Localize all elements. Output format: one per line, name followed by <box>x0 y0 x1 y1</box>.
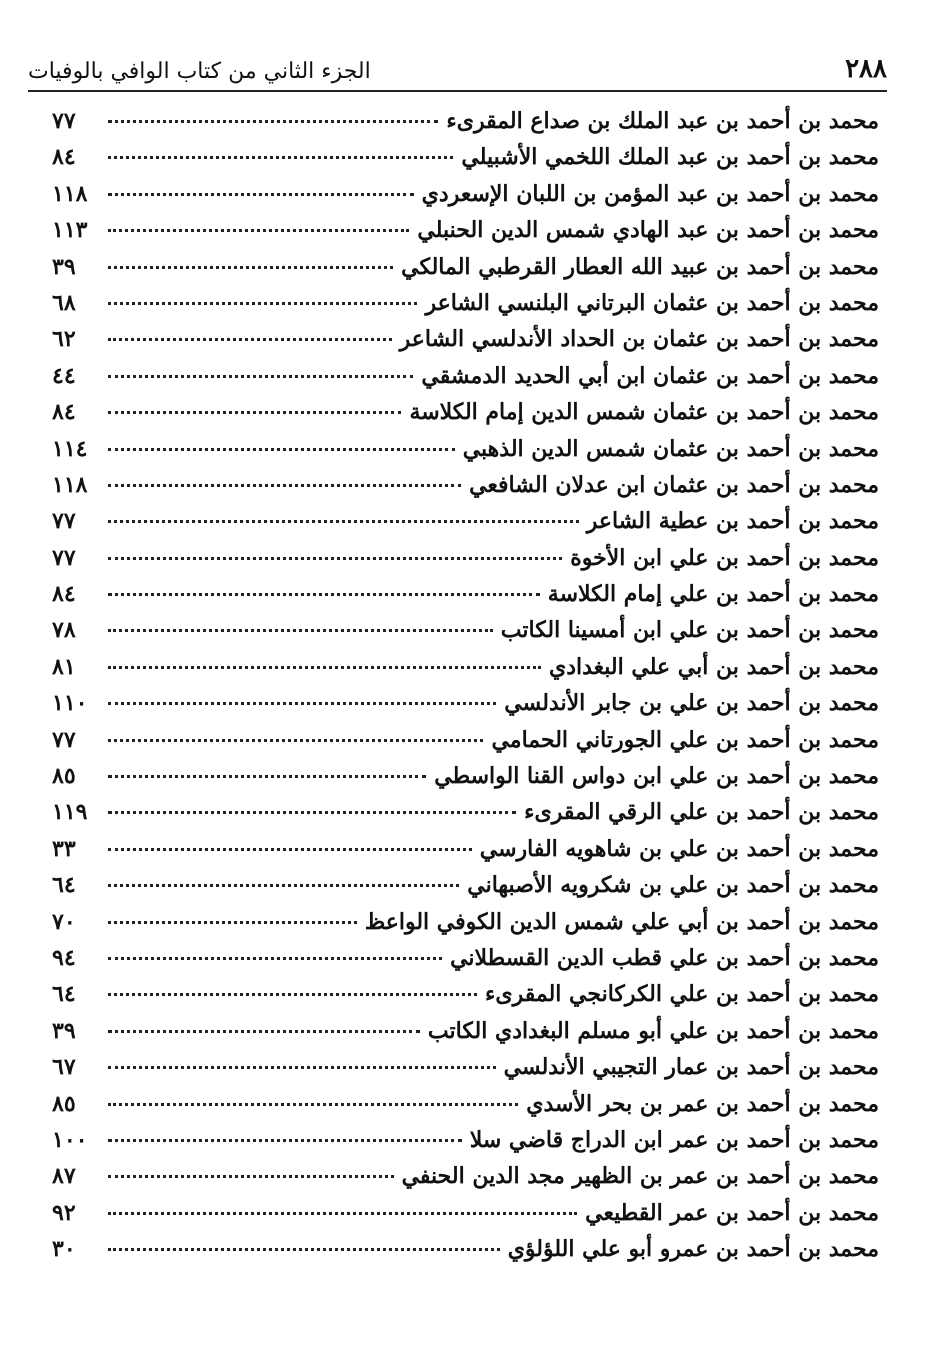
entry-name: محمد بن أحمد بن علي الكركانجي المقرىء <box>485 981 879 1008</box>
entry-name: محمد بن أحمد بن عثمان بن الحداد الأندلسي الشاعر <box>399 326 879 353</box>
entry-page-number: ٧٧ <box>52 544 76 571</box>
entry-name: محمد بن أحمد بن عثمان ابن عدلان الشافعي <box>469 471 879 498</box>
dot-leader <box>108 1066 496 1069</box>
entry-page-number: ٨٤ <box>52 581 76 608</box>
entry-name: محمد بن أحمد بن عثمان ابن أبي الحديد الدمشقي <box>421 362 879 389</box>
index-entry <box>52 472 879 508</box>
entry-page-number: ٩٤ <box>52 944 76 971</box>
index-entry <box>52 363 879 399</box>
dot-leader <box>108 120 438 123</box>
dot-leader <box>108 484 461 487</box>
index-entry <box>52 217 879 253</box>
entry-page-number: ٨٥ <box>52 1090 76 1117</box>
entry-name: محمد بن أحمد بن عمرو أبو علي اللؤلؤي <box>507 1236 879 1263</box>
index-entry <box>52 1163 879 1199</box>
entry-name: محمد بن أحمد بن علي الجورتاني الحمامي <box>491 726 879 753</box>
entry-name: محمد بن أحمد بن علي بن شكرويه الأصبهاني <box>467 872 879 899</box>
index-entry <box>52 1236 879 1272</box>
index-entry <box>52 399 879 435</box>
page-header <box>28 40 887 92</box>
entry-name: محمد بن أحمد بن علي قطب الدين القسطلاني <box>450 944 879 971</box>
entry-page-number: ١١٠ <box>52 690 88 717</box>
index-entry <box>52 1127 879 1163</box>
entry-page-number: ٨١ <box>52 653 76 680</box>
index-entry <box>52 326 879 362</box>
index-entry <box>52 1018 879 1054</box>
dot-leader <box>108 1212 577 1215</box>
entry-page-number: ١١٨ <box>52 180 88 207</box>
entry-name: محمد بن أحمد بن عمر ابن الدراج قاضي سلا <box>469 1126 879 1153</box>
page-number: ٢٨٨ <box>845 54 887 84</box>
index-entry <box>52 436 879 472</box>
entry-page-number: ١٠٠ <box>52 1126 88 1153</box>
index-entry <box>52 108 879 144</box>
entry-page-number: ٨٤ <box>52 399 76 426</box>
index-entry <box>52 144 879 180</box>
entry-name: محمد بن أحمد بن عبد الملك اللخمي الأشبيلي <box>461 144 879 171</box>
index-entry <box>52 763 879 799</box>
dot-leader <box>108 1139 462 1142</box>
index-entry <box>52 836 879 872</box>
entry-name: محمد بن أحمد بن علي بن جابر الأندلسي <box>504 690 879 717</box>
dot-leader <box>108 884 459 887</box>
entry-name: محمد بن أحمد بن علي الرقي المقرىء <box>524 799 879 826</box>
entry-page-number: ١١٩ <box>52 799 88 826</box>
index-entry <box>52 690 879 726</box>
index-entry <box>52 1054 879 1090</box>
index-entry <box>52 508 879 544</box>
entry-name: محمد بن أحمد بن عمار التجيبي الأندلسي <box>503 1054 879 1081</box>
index-entry <box>52 727 879 763</box>
index-entry <box>52 181 879 217</box>
entry-name: محمد بن أحمد بن علي ابن أمسينا الكاتب <box>500 617 879 644</box>
dot-leader <box>108 921 357 924</box>
dot-leader <box>108 375 413 378</box>
entry-page-number: ٤٤ <box>52 362 76 389</box>
entry-page-number: ٣٩ <box>52 1017 76 1044</box>
entry-page-number: ٧٧ <box>52 726 76 753</box>
dot-leader <box>108 520 579 523</box>
entry-page-number: ٨٥ <box>52 763 76 790</box>
entry-name: محمد بن أحمد بن عمر بن الظهير مجد الدين الحنفي <box>401 1163 879 1190</box>
entry-name: محمد بن أحمد بن عثمان البرتاني البلنسي الشاعر <box>425 289 879 316</box>
index-entry <box>52 799 879 835</box>
entry-page-number: ٦٤ <box>52 872 76 899</box>
entry-page-number: ١١٤ <box>52 435 88 462</box>
index-entry <box>52 545 879 581</box>
index-entry <box>52 872 879 908</box>
entry-page-number: ٦٧ <box>52 1054 76 1081</box>
dot-leader <box>108 848 472 851</box>
dot-leader <box>108 1248 500 1251</box>
entry-name: محمد بن أحمد بن علي ابن الأخوة <box>570 544 879 571</box>
entry-name: محمد بن أحمد بن عطية الشاعر <box>586 508 879 535</box>
entry-name: محمد بن أحمد بن عثمان شمس الدين الذهبي <box>462 435 879 462</box>
entry-page-number: ٦٢ <box>52 326 76 353</box>
dot-leader <box>108 156 453 159</box>
entry-name: محمد بن أحمد بن عبد الملك بن صداع المقرىء <box>446 108 879 134</box>
entry-page-number: ٨٤ <box>52 144 76 171</box>
dot-leader <box>108 775 426 778</box>
entry-name: محمد بن أحمد بن أبي علي شمس الدين الكوفي الواعظ <box>364 908 879 935</box>
dot-leader <box>108 739 483 742</box>
entry-page-number: ٣٣ <box>52 835 76 862</box>
entry-page-number: ٣٩ <box>52 253 76 280</box>
dot-leader <box>108 811 516 814</box>
entry-name: محمد بن أحمد بن علي إمام الكلاسة <box>547 581 879 608</box>
entry-name: محمد بن أحمد بن عبيد الله العطار القرطبي المالكي <box>401 253 879 280</box>
dot-leader <box>108 1103 518 1106</box>
dot-leader <box>108 993 477 996</box>
index-entry <box>52 981 879 1017</box>
dot-leader <box>108 957 442 960</box>
entry-name: محمد بن أحمد بن علي أبو مسلم البغدادي الكاتب <box>427 1017 879 1044</box>
index-entry <box>52 909 879 945</box>
running-title: الجزء الثاني من كتاب الوافي بالوفيات <box>28 59 371 84</box>
entry-name: محمد بن أحمد بن عثمان شمس الدين إمام الكلاسة <box>409 399 879 426</box>
entry-page-number: ٧٠ <box>52 908 76 935</box>
entry-page-number: ٩٢ <box>52 1199 76 1226</box>
index-entry <box>52 254 879 290</box>
entry-name: محمد بن أحمد بن علي بن شاهويه الفارسي <box>479 835 879 862</box>
dot-leader <box>108 593 540 596</box>
index-entry <box>52 945 879 981</box>
entry-page-number: ٦٤ <box>52 981 76 1008</box>
dot-leader <box>108 702 496 705</box>
dot-leader <box>108 411 401 414</box>
dot-leader <box>108 666 541 669</box>
dot-leader <box>108 266 393 269</box>
dot-leader <box>108 1175 394 1178</box>
entry-page-number: ٧٨ <box>52 617 76 644</box>
entry-name: محمد بن أحمد بن أبي علي البغدادي <box>549 653 879 680</box>
dot-leader <box>108 557 562 560</box>
dot-leader <box>108 1030 420 1033</box>
entry-page-number: ٧٧ <box>52 108 76 134</box>
entry-name: محمد بن أحمد بن عبد الهادي شمس الدين الحنبلي <box>417 217 879 244</box>
entry-name: محمد بن أحمد بن عمر القطيعي <box>585 1199 879 1226</box>
index-entry <box>52 290 879 326</box>
entry-page-number: ٨٧ <box>52 1163 76 1190</box>
entry-name: محمد بن أحمد بن عبد المؤمن بن اللبان الإسعردي <box>421 180 879 207</box>
dot-leader <box>108 629 493 632</box>
dot-leader <box>108 229 409 232</box>
entry-page-number: ٦٨ <box>52 289 76 316</box>
dot-leader <box>108 193 414 196</box>
index-entry <box>52 581 879 617</box>
entry-page-number: ٣٠ <box>52 1236 76 1263</box>
dot-leader <box>108 338 392 341</box>
entry-page-number: ١١٣ <box>52 217 88 244</box>
index-entry <box>52 1091 879 1127</box>
entry-page-number: ٧٧ <box>52 508 76 535</box>
index-entry <box>52 617 879 653</box>
entry-page-number: ١١٨ <box>52 471 88 498</box>
index-entry <box>52 1200 879 1236</box>
index-entry <box>52 654 879 690</box>
dot-leader <box>108 448 455 451</box>
dot-leader <box>108 302 417 305</box>
index-list <box>52 108 879 1273</box>
entry-name: محمد بن أحمد بن علي ابن دواس القنا الواسطي <box>434 763 879 790</box>
entry-name: محمد بن أحمد بن عمر بن بحر الأسدي <box>526 1090 879 1117</box>
